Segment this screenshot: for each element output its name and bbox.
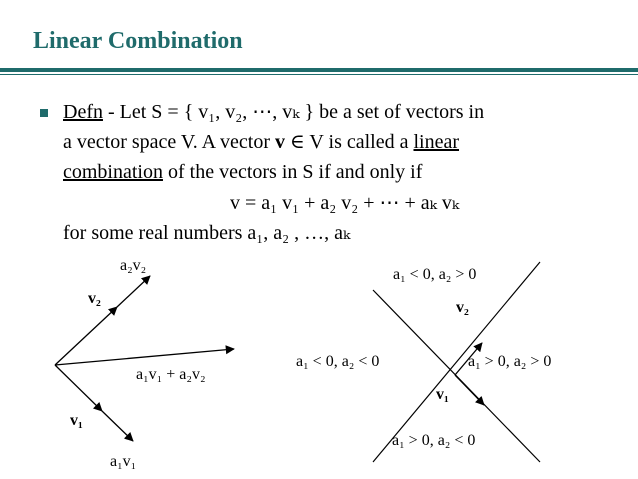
- definition-line-5: for some real numbers a₁, a₂ , …, aₖ: [63, 222, 351, 244]
- line-2-prefix: a vector space V. A vector: [63, 131, 275, 153]
- linear-combination-equation: v = a₁ v₁ + a₂ v₂ + ⋯ + aₖ vₖ: [230, 192, 460, 214]
- region-left: a₁ < 0, a₂ < 0: [296, 353, 380, 370]
- arrow-right-v1: [455, 375, 484, 405]
- arrow-v2: [55, 307, 117, 365]
- region-bottom: a₁ > 0, a₂ < 0: [392, 432, 476, 449]
- region-top: a₁ < 0, a₂ > 0: [393, 266, 477, 283]
- label-a2v2: a₂v₂: [120, 257, 147, 274]
- arrow-v1: [55, 365, 102, 411]
- slide-title: Linear Combination: [33, 28, 243, 54]
- defn-word: Defn: [63, 101, 103, 123]
- label-v1: v₁: [70, 412, 83, 429]
- right-region-diagram: [296, 262, 551, 462]
- label-a1v1: a₁v₁: [110, 453, 137, 470]
- arrow-a2v2: [117, 276, 150, 307]
- arrow-a1v1: [102, 411, 133, 441]
- label-sum: a₁v₁ + a₂v₂: [136, 366, 206, 383]
- left-vector-diagram: [55, 257, 234, 470]
- region-right: a₁ > 0, a₂ > 0: [468, 353, 552, 370]
- combination-word: combination: [63, 161, 163, 183]
- line-2-middle: ∈ V is called a: [284, 131, 414, 153]
- arrow-sum: [55, 349, 234, 365]
- linear-word: linear: [413, 131, 460, 153]
- line-3-rest: of the vectors in S if and only if: [162, 161, 423, 183]
- right-label-v2: v₂: [456, 299, 469, 316]
- vector-v: v: [274, 131, 285, 153]
- label-v2: v₂: [88, 290, 101, 307]
- right-label-v1: v₁: [436, 386, 449, 403]
- definition-line-1-text: - Let S = { v₁, v₂, ⋯, vₖ } be a set of vectors in: [102, 101, 485, 123]
